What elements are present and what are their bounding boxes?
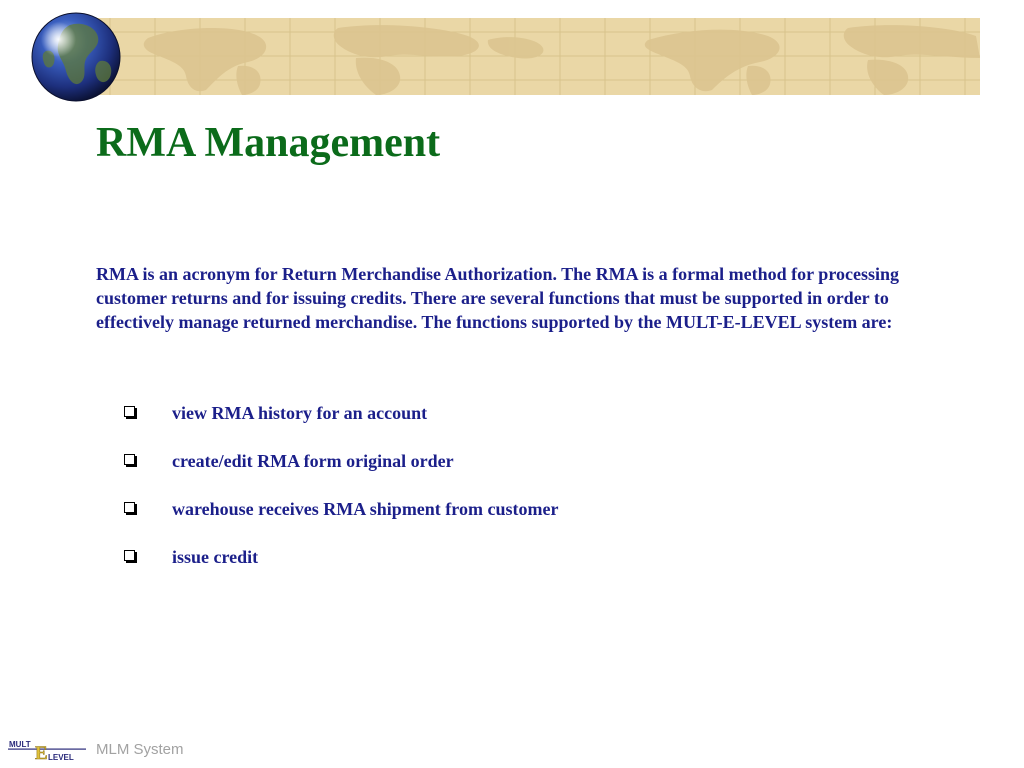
logo-text-top: MULT xyxy=(9,740,31,749)
slide-title: RMA Management xyxy=(96,120,441,166)
checkbox-bullet-icon xyxy=(124,550,135,561)
checkbox-bullet-icon xyxy=(124,454,135,465)
globe-icon xyxy=(30,11,122,103)
logo-letter: E xyxy=(35,743,48,762)
checkbox-bullet-icon xyxy=(124,502,135,513)
map-graphic xyxy=(88,18,980,95)
footer-label: MLM System xyxy=(96,741,184,758)
mult-e-level-logo xyxy=(8,738,88,762)
checkbox-bullet-icon xyxy=(124,406,135,417)
function-label: view RMA history for an account xyxy=(172,403,428,423)
function-label: create/edit RMA form original order xyxy=(172,451,454,471)
function-label: issue credit xyxy=(172,547,259,567)
logo-text-bottom: LEVEL xyxy=(48,753,74,762)
function-label: warehouse receives RMA shipment from customer xyxy=(172,499,559,519)
intro-paragraph: RMA is an acronym for Return Merchandise Authorization. The RMA is a formal method for processing customer returns and for issuing credits. There are several functions that must be supported in order to effectively manage returned merchandise. The functions supported by the MULT-E-LEVEL system are: xyxy=(96,264,899,332)
world-map-banner xyxy=(88,18,980,95)
